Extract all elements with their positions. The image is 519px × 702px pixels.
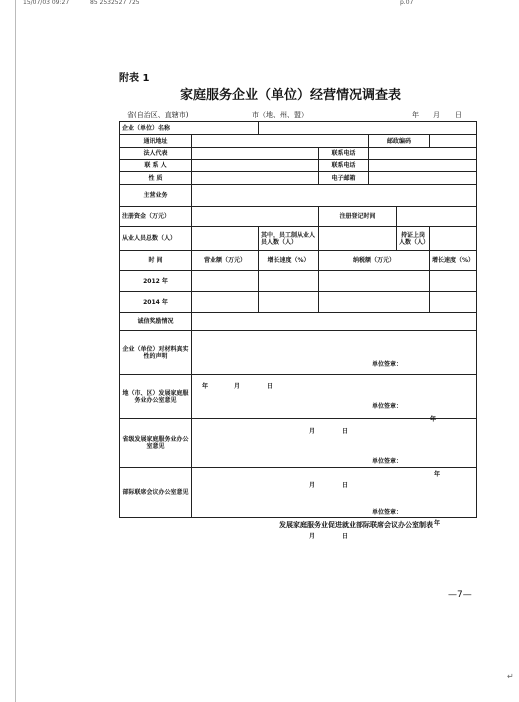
fax-header: [0, 0, 519, 6]
prov-month: 月: [309, 482, 316, 489]
local-year: 年: [430, 415, 437, 423]
legal-rep-label: 法人代表: [120, 148, 192, 160]
nature-label: 性 质: [120, 172, 192, 185]
prov-sign-label: 单位签章：: [372, 458, 403, 465]
prov-day: 日: [342, 482, 349, 489]
registered-capital-field[interactable]: [192, 207, 319, 227]
tax-growth-2014-field[interactable]: [430, 292, 477, 313]
scan-edge-line: [15, 0, 16, 702]
credit-label: 诚信奖励情况: [120, 313, 192, 331]
contact-person-field[interactable]: [192, 160, 319, 172]
declaration-field[interactable]: [192, 331, 477, 390]
postcode-label: 邮政编码: [369, 135, 430, 148]
growth-2014-field[interactable]: [259, 292, 319, 313]
year-2012-label: 2012 年: [120, 271, 192, 292]
revenue-header: 营业额（万元）: [192, 251, 259, 271]
phone-field[interactable]: [369, 148, 477, 160]
fax-time: 15/07/03 09:27: [23, 0, 70, 6]
staff-system-field[interactable]: [319, 227, 397, 251]
tax-2014-field[interactable]: [319, 292, 430, 313]
growth-header-2: 增长速度（%）: [430, 251, 477, 271]
declaration-label: 企业（单位）对材料真实性的声明: [120, 331, 192, 375]
ministry-year: 年: [434, 519, 441, 527]
tax-2012-field[interactable]: [319, 271, 430, 292]
company-name-field[interactable]: [259, 122, 477, 135]
phone2-label: 联系电话: [319, 160, 369, 172]
tax-growth-2012-field[interactable]: [430, 271, 477, 292]
staff-system-label: 其中，员工制从业人员人数（人）: [259, 227, 319, 251]
form-title: 家庭服务企业（单位）经营情况调查表: [180, 88, 402, 103]
nature-field[interactable]: [192, 172, 319, 185]
main-business-field[interactable]: [192, 185, 477, 207]
local-sign-label: 单位签章：: [372, 402, 403, 410]
local-day: 日: [342, 427, 349, 435]
tax-header: 纳税额（万元）: [319, 251, 430, 271]
city-label: 市（地、州、盟）: [252, 111, 308, 119]
contact-person-label: 联 系 人: [120, 160, 192, 172]
local-office-field[interactable]: [192, 375, 477, 435]
revenue-2014-field[interactable]: [192, 292, 259, 313]
local-office-label: 地（市、区）发展家庭服务业办公室意见: [120, 375, 192, 419]
address-field[interactable]: [192, 135, 369, 148]
revenue-2012-field[interactable]: [192, 271, 259, 292]
ministry-sign-label: 单位签章：: [372, 508, 403, 516]
appendix-label: 附表 1: [119, 73, 150, 84]
prov-office-field[interactable]: [192, 419, 477, 489]
employees-total-field[interactable]: [192, 227, 259, 251]
address-label: 通讯地址: [120, 135, 192, 148]
prov-year: 年: [434, 471, 441, 478]
legal-rep-field[interactable]: [192, 148, 319, 160]
phone2-field[interactable]: [369, 160, 477, 172]
declaration-sign-label: 单位签章：: [372, 360, 403, 368]
email-field[interactable]: [369, 172, 477, 185]
ministry-office-label: 部际联席会议办公室意见: [120, 468, 192, 518]
ministry-month: 月: [309, 532, 316, 540]
certified-label: 持证上岗人数（人）: [397, 227, 430, 251]
company-name-label: 企业（单位）名称: [120, 122, 259, 135]
date-day-label: 日: [455, 111, 462, 119]
fax-page: p.07: [400, 0, 414, 6]
declaration-year: 年: [202, 382, 209, 390]
time-header: 时 间: [120, 251, 192, 271]
growth-2012-field[interactable]: [259, 271, 319, 292]
growth-header-1: 增长速度（%）: [259, 251, 319, 271]
page-number: —7—: [448, 590, 472, 600]
date-month-label: 月: [433, 111, 440, 119]
employees-total-label: 从业人员总数（人）: [120, 227, 192, 251]
paragraph-mark-icon: ↵: [507, 672, 514, 681]
year-2014-label: 2014 年: [120, 292, 192, 313]
postcode-field[interactable]: [430, 135, 477, 148]
main-business-label: 主营业务: [120, 185, 192, 207]
date-year-label: 年: [412, 111, 419, 119]
phone-label: 联系电话: [319, 148, 369, 160]
credit-field[interactable]: [192, 313, 477, 331]
province-label: 省(自治区、直辖市): [127, 111, 189, 119]
declaration-day: 日: [267, 382, 274, 390]
ministry-day: 日: [342, 532, 349, 540]
registered-time-label: 注册登记时间: [319, 207, 397, 227]
declaration-month: 月: [234, 382, 241, 390]
certified-field[interactable]: [430, 227, 477, 251]
local-month: 月: [309, 427, 316, 435]
form-footer-note: 发展家庭服务业促进就业部际联席会议办公室制表: [279, 521, 433, 529]
fax-number: 85 2532527 725: [90, 0, 140, 6]
registered-capital-label: 注册资金（万元）: [120, 207, 192, 227]
registered-time-field[interactable]: [397, 207, 477, 227]
prov-office-label: 省级发展家庭服务业办公室意见: [120, 419, 192, 468]
email-label: 电子邮箱: [319, 172, 369, 185]
